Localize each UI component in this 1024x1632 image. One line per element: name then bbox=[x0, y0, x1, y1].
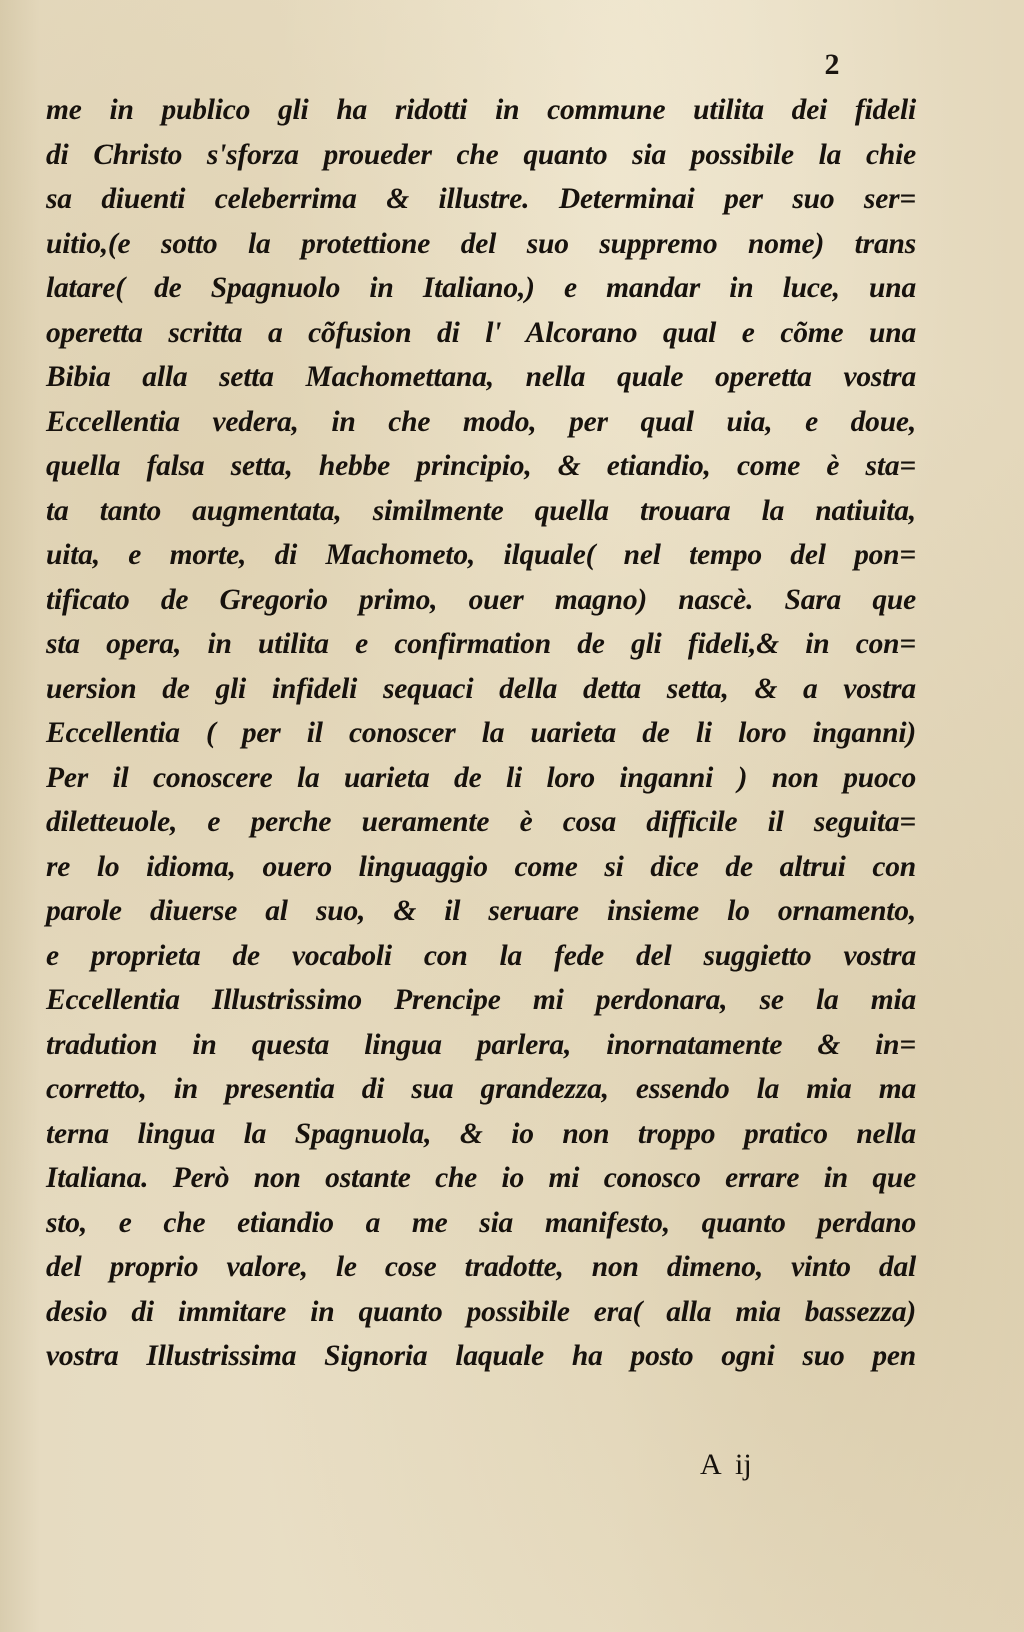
text-line: tificato de Gregorio primo, ouer magno) nascè. Sara que bbox=[46, 583, 916, 616]
text-line: quella falsa setta, hebbe principio, & etiandio, come è sta= bbox=[46, 450, 916, 482]
text-line: ta tanto augmentata, similmente quella trouara la natiuita, bbox=[46, 494, 916, 527]
text-line: Per il conoscere la uarieta de li loro inganni ) non puoco bbox=[46, 761, 916, 794]
text-line: Bibia alla setta Machomettana, nella quale operetta vostra bbox=[46, 361, 916, 393]
page-number: 2 bbox=[824, 48, 840, 81]
text-line: operetta scritta a cõfusion di l' Alcorano qual e cõme una bbox=[46, 316, 916, 349]
text-line: sto, e che etiandio a me sia manifesto, quanto perdano bbox=[46, 1206, 916, 1239]
body-text bbox=[46, 88, 916, 1379]
text-line: sa diuenti celeberrima & illustre. Determinai per suo ser= bbox=[46, 183, 916, 215]
text-line: Italiana. Però non ostante che io mi conosco errare in que bbox=[46, 1162, 916, 1194]
text-line: e proprieta de vocaboli con la fede del suggietto vostra bbox=[46, 939, 916, 972]
text-line: Eccellentia Illustrissimo Prencipe mi perdonara, se la mia bbox=[46, 984, 916, 1016]
text-line: re lo idioma, ouero linguaggio come si dice de altrui con bbox=[46, 850, 916, 883]
text-line: uitio,(e sotto la protettione del suo suppremo nome) trans bbox=[46, 227, 916, 260]
text-line: desio di immitare in quanto possibile era( alla mia bassezza) bbox=[46, 1295, 916, 1328]
text-line: parole diuerse al suo, & il seruare insieme lo ornamento, bbox=[46, 895, 916, 927]
text-line: terna lingua la Spagnuola, & io non troppo pratico nella bbox=[46, 1117, 916, 1150]
text-line: Eccellentia vedera, in che modo, per qual uia, e doue, bbox=[46, 405, 916, 438]
text-line: sta opera, in utilita e confirmation de gli fideli,& in con= bbox=[46, 628, 916, 660]
text-line: uita, e morte, di Machometo, ilquale( nel tempo del pon= bbox=[46, 539, 916, 571]
text-line: latare( de Spagnuolo in Italiano,) e mandar in luce, una bbox=[46, 272, 916, 304]
text-line: me in publico gli ha ridotti in commune utilita dei fideli bbox=[46, 94, 916, 126]
text-line: diletteuole, e perche ueramente è cosa difficile il seguita= bbox=[46, 806, 916, 838]
text-line: uersion de gli infideli sequaci della detta setta, & a vostra bbox=[46, 672, 916, 705]
text-line: di Christo s'sforza proueder che quanto sia possibile la chie bbox=[46, 138, 916, 171]
text-line: tradution in questa lingua parlera, inornatamente & in= bbox=[46, 1028, 916, 1061]
text-line: corretto, in presentia di sua grandezza, essendo la mia ma bbox=[46, 1073, 916, 1105]
text-line: Eccellentia ( per il conoscer la uarieta de li loro inganni) bbox=[46, 717, 916, 749]
text-line: vostra Illustrissima Signoria laquale ha posto ogni suo pen bbox=[46, 1340, 916, 1372]
signature-mark: A ij bbox=[700, 1448, 752, 1481]
text-line: del proprio valore, le cose tradotte, non dimeno, vinto dal bbox=[46, 1251, 916, 1283]
